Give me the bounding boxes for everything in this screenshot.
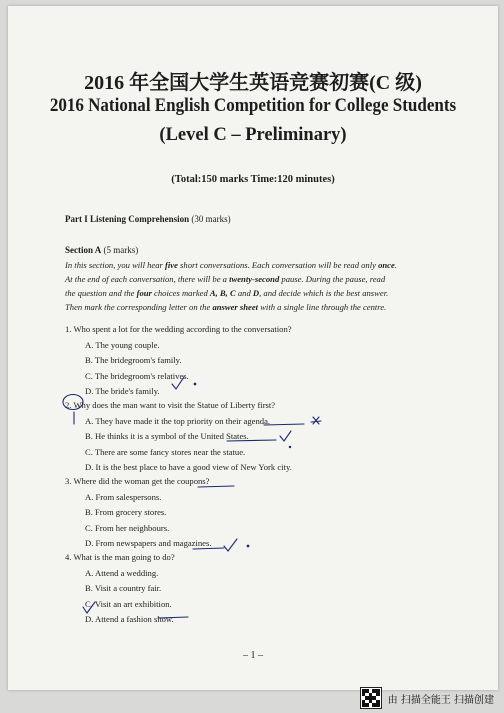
qr-code-icon (360, 687, 382, 709)
instruction-line: the question and the four choices marked A, B, C and D, and decide which is the best answer. (65, 288, 389, 298)
question-stem: 1. Who spent a lot for the wedding according to the conversation? (65, 324, 292, 334)
option-d: D. It is the best place to have a good view of New York city. (85, 462, 292, 472)
document-page (8, 6, 498, 690)
option-c: C. From her neighbours. (85, 522, 170, 533)
instruction-line: At the end of each conversation, there will be a twenty-second pause. During the pause, read (65, 274, 386, 284)
instruction-line: Then mark the corresponding letter on the answer sheet with a single line through the centre. (65, 302, 387, 312)
question-stem: 4. What is the man going to do? (65, 552, 175, 562)
option-a: A. Attend a wedding. (85, 567, 159, 578)
option-a: A. From salespersons. (85, 491, 162, 502)
question-1 (65, 322, 478, 398)
question-3 (65, 474, 478, 550)
section-heading (65, 243, 478, 257)
question-4 (65, 550, 478, 626)
option-c: C. The bridegroom's relatives. (85, 370, 189, 381)
option-d: D. From newspapers and magazines. (85, 538, 212, 548)
section-title: Section A (65, 245, 102, 255)
page-number: – 1 – (243, 650, 263, 661)
option-b: B. From grocery stores. (85, 507, 167, 517)
title-english: 2016 National English Competition for College Students (49, 96, 457, 116)
part-heading (65, 212, 478, 226)
part-marks: (30 marks) (191, 214, 231, 224)
question-2 (65, 398, 478, 474)
section-instructions (65, 258, 478, 314)
option-c: C. There are some fancy stores near the statue. (85, 446, 246, 457)
instruction-line: In this section, you will hear five short conversations. Each conversation will be read only once. (65, 260, 397, 270)
total-marks-time: (Total:150 marks Time:120 minutes) (171, 174, 335, 185)
option-c: C. Visit an art exhibition. (85, 598, 172, 609)
option-b: B. He thinks it is a symbol of the United States. (85, 431, 249, 441)
option-d: D. Attend a fashion show. (85, 614, 174, 624)
title-level: (Level C – Preliminary) (159, 125, 347, 145)
scanner-watermark (360, 687, 494, 709)
scanner-label: 由 扫描全能王 扫描创建 (387, 694, 494, 706)
option-b: B. Visit a country fair. (85, 583, 162, 593)
section-marks: (5 marks) (103, 245, 139, 255)
question-stem: 2. Why does the man want to visit the Statue of Liberty first? (65, 400, 276, 410)
option-a: A. They have made it the top priority on their agenda. (85, 415, 271, 426)
question-stem: 3. Where did the woman get the coupons? (65, 476, 210, 486)
part-title: Part I Listening Comprehension (65, 214, 190, 224)
option-a: A. The young couple. (85, 339, 160, 350)
option-b: B. The bridegroom's family. (85, 355, 182, 365)
question-list (65, 322, 478, 626)
option-d: D. The bride's family. (85, 386, 160, 396)
title-chinese: 2016 年全国大学生英语竞赛初赛(C 级) (84, 72, 422, 94)
